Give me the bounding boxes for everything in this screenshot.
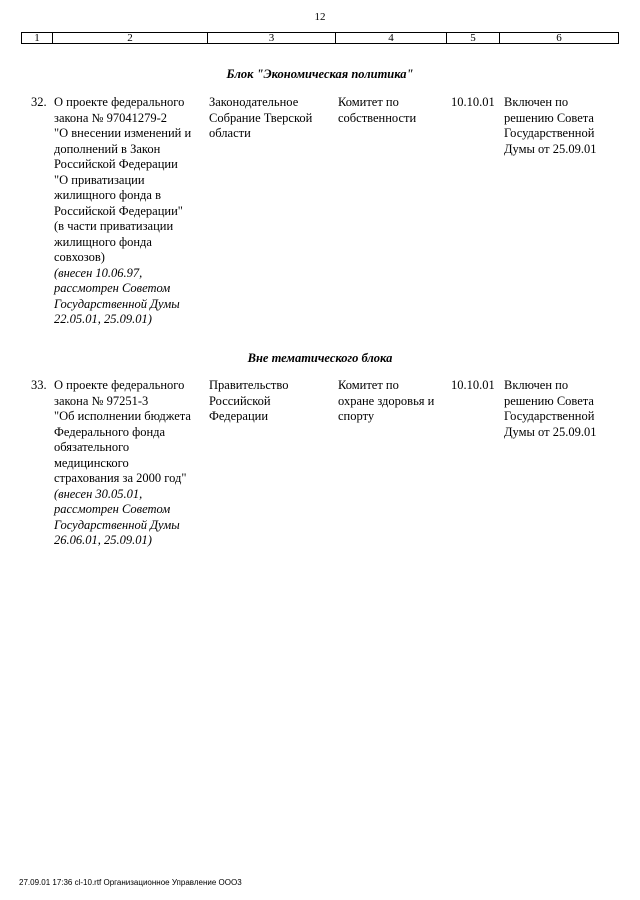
bill-line: Российской Федерации" [54, 203, 183, 218]
status-line: Государственной [504, 126, 595, 140]
bill-line: жилищного фонда [54, 234, 152, 249]
bill-line: закона № 97041279-2 [54, 110, 168, 125]
column-header-2: 2 [53, 33, 208, 43]
column-header-5: 5 [447, 33, 500, 43]
responsible-committee [338, 378, 446, 425]
bill-line: медицинского [54, 455, 129, 470]
column-header-1: 1 [22, 33, 53, 43]
deadline-date: 10.10.01 [451, 95, 495, 109]
committee-line: охране здоровья и [338, 393, 435, 408]
section-title-outside-thematic-block: Вне тематического блока [247, 351, 393, 365]
bill-line: О проекте федерального [54, 95, 185, 109]
bill-line: страхования за 2000 год" [54, 471, 187, 485]
column-header-4: 4 [336, 33, 447, 43]
bill-line: "Об исполнении бюджета [54, 409, 191, 423]
author-line: Российской [209, 393, 271, 408]
status-line: Думы от 25.09.01 [504, 141, 597, 156]
committee-line: собственности [338, 110, 417, 125]
bill-author [209, 95, 334, 142]
author-line: Собрание Тверской [209, 110, 313, 125]
bill-line: жилищного фонда в [54, 188, 161, 202]
bill-line: обязательного [54, 440, 130, 454]
bill-note-line: Государственной Думы [54, 517, 180, 532]
section-title-economic-policy: Блок "Экономическая политика" [226, 67, 414, 81]
committee-line: Комитет по [338, 95, 399, 109]
bill-line: дополнений в Закон [54, 141, 161, 156]
status-line: Включен по [504, 378, 569, 392]
page-number: 12 [314, 11, 326, 23]
inclusion-status [504, 95, 614, 157]
bill-line: (в части приватизации [54, 219, 174, 233]
committee-line: Комитет по [338, 378, 399, 392]
committee-line: спорту [338, 409, 375, 423]
bill-note-line: (внесен 30.05.01, [54, 486, 143, 501]
bill-line: О проекте федерального [54, 378, 185, 392]
bill-note-line: 22.05.01, 25.09.01) [54, 312, 152, 326]
bill-description [54, 378, 204, 549]
column-number-header [21, 32, 619, 44]
bill-line: Федерального фонда [54, 424, 166, 439]
bill-line: "О внесении изменений и [54, 126, 192, 140]
bill-author [209, 378, 334, 425]
bill-description [54, 95, 204, 328]
responsible-committee [338, 95, 446, 126]
status-line: решению Совета [504, 393, 594, 408]
bill-note-line: рассмотрен Советом [54, 502, 171, 516]
author-line: Законодательное [209, 95, 299, 109]
deadline-date: 10.10.01 [451, 378, 495, 392]
bill-note-line: Государственной Думы [54, 296, 180, 311]
author-line: области [209, 126, 251, 140]
bill-line: закона № 97251-3 [54, 393, 149, 408]
status-line: решению Совета [504, 110, 594, 125]
author-line: Правительство [209, 378, 289, 392]
row-number: 33. [31, 378, 47, 392]
bill-line: Российской Федерации [54, 157, 178, 171]
status-line: Думы от 25.09.01 [504, 424, 597, 439]
column-header-6: 6 [556, 32, 562, 44]
bill-line: "О приватизации [54, 172, 145, 187]
inclusion-status [504, 378, 614, 440]
bill-note-line: рассмотрен Советом [54, 281, 171, 295]
document-footer: 27.09.01 17:36 cl-10.rtf Организационное Управление ООО3 [19, 878, 242, 887]
author-line: Федерации [209, 409, 269, 423]
row-number: 32. [31, 95, 47, 109]
bill-note-line: (внесен 10.06.97, [54, 265, 143, 280]
column-header-3: 3 [208, 33, 336, 43]
status-line: Включен по [504, 95, 569, 109]
bill-line: совхозов) [54, 250, 105, 264]
bill-note-line: 26.06.01, 25.09.01) [54, 533, 152, 547]
status-line: Государственной [504, 409, 595, 423]
